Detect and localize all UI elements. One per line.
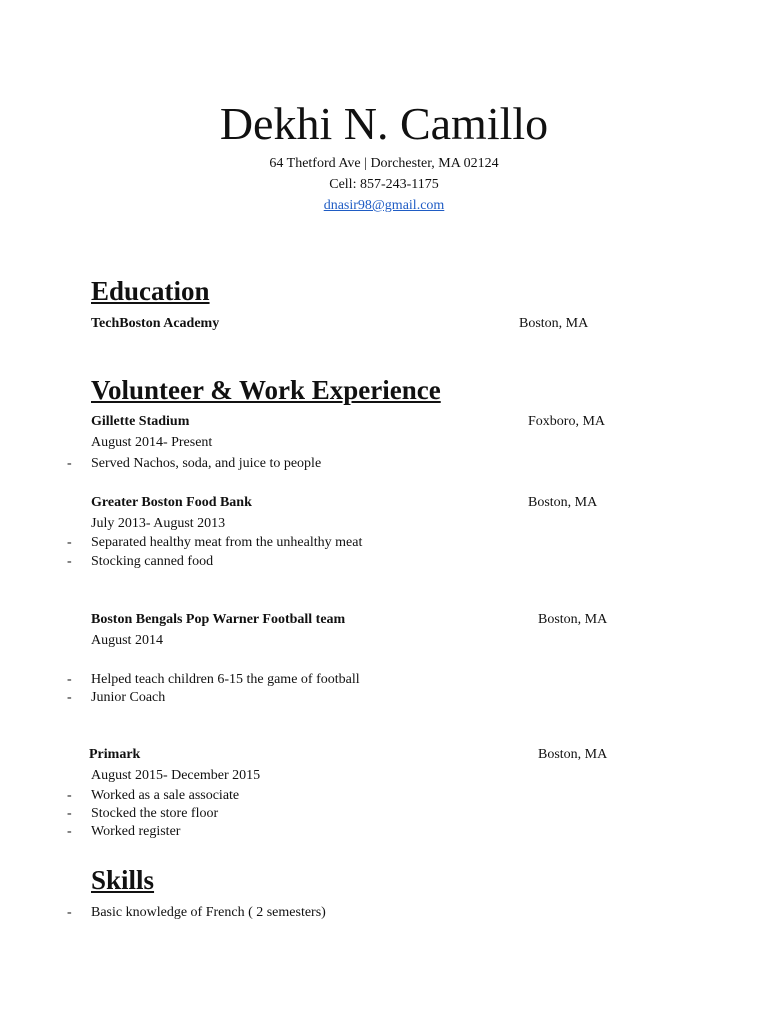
email-link[interactable]: dnasir98@gmail.com xyxy=(323,198,445,213)
experience-bullet: Worked register xyxy=(91,824,181,839)
experience-bullet: Separated healthy meat from the unhealthy meat xyxy=(91,535,363,550)
bullet-dash: - xyxy=(67,690,72,705)
experience-date-bengals: August 2014 xyxy=(91,633,163,648)
bullet-dash: - xyxy=(67,672,72,687)
experience-heading: Volunteer & Work Experience xyxy=(91,375,441,405)
bullet-dash: - xyxy=(67,806,72,821)
experience-org-primark: Primark xyxy=(89,747,141,762)
experience-bullet: Stocking canned food xyxy=(91,554,214,569)
skills-heading: Skills xyxy=(91,865,155,895)
skills-bullet: Basic knowledge of French ( 2 semesters) xyxy=(91,905,326,920)
resume-name: Dekhi N. Camillo xyxy=(219,98,549,149)
bullet-dash: - xyxy=(67,554,72,569)
experience-bullet: Junior Coach xyxy=(91,690,166,705)
education-heading: Education xyxy=(91,276,210,306)
bullet-dash: - xyxy=(67,456,72,471)
experience-org-bengals: Boston Bengals Pop Warner Football team xyxy=(91,612,346,627)
experience-date-gillette: August 2014- Present xyxy=(91,435,213,450)
experience-bullet: Stocked the store floor xyxy=(91,806,219,821)
experience-location-primark: Boston, MA xyxy=(538,747,608,762)
experience-bullet: Helped teach children 6-15 the game of football xyxy=(91,672,360,687)
address-line: 64 Thetford Ave | Dorchester, MA 02124 xyxy=(269,156,499,171)
experience-date-primark: August 2015- December 2015 xyxy=(91,768,261,783)
bullet-dash: - xyxy=(67,824,72,839)
experience-bullet: Served Nachos, soda, and juice to people xyxy=(91,456,322,471)
email-line xyxy=(0,197,768,215)
experience-bullet: Worked as a sale associate xyxy=(91,788,240,803)
bullet-dash: - xyxy=(67,788,72,803)
experience-org-gillette: Gillette Stadium xyxy=(91,414,190,429)
education-location: Boston, MA xyxy=(519,316,589,331)
education-school: TechBoston Academy xyxy=(91,316,220,331)
experience-date-food-bank: July 2013- August 2013 xyxy=(91,516,226,531)
bullet-dash: - xyxy=(67,535,72,550)
bullet-dash: - xyxy=(67,905,72,920)
experience-org-food-bank: Greater Boston Food Bank xyxy=(91,495,252,510)
experience-location-bengals: Boston, MA xyxy=(538,612,608,627)
experience-location-gillette: Foxboro, MA xyxy=(528,414,606,429)
cell-line: Cell: 857-243-1175 xyxy=(329,177,439,192)
experience-location-food-bank: Boston, MA xyxy=(528,495,598,510)
